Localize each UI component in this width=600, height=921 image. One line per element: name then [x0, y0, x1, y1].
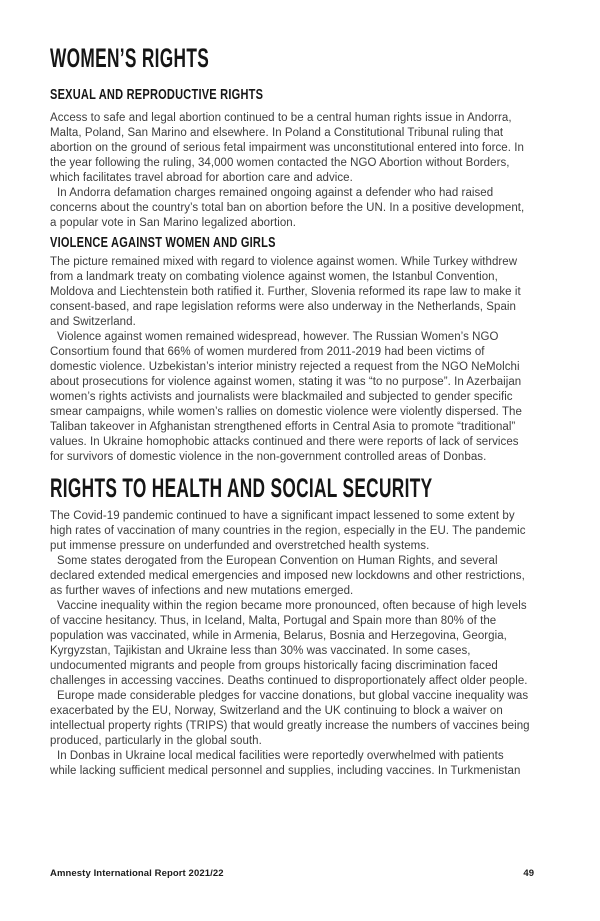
paragraph: Europe made considerable pledges for vaccine donations, but global vaccine inequality was exacerbated by the EU, Norway, Switzerland and the UK continuing to block a waiver on intellectual property rights (TRIPS) that would greatly increase the numbers of vaccines being produced, particularly in the global south. [50, 690, 530, 747]
paragraph: Vaccine inequality within the region became more pronounced, often because of high levels of vaccine hesitancy. Thus, in Iceland, Malta, Portugal and Spain more than 80% of the population was vaccinated, while in Armenia, Belarus, Bosnia and Herzegovina, Georgia, Kyrgyzstan, Tajikistan and Ukraine less than 30% was vaccinated. In some cases, undocumented migrants and people from groups historically facing discrimination faced challenges in accessing vaccines. Deaths continued to disproportionately affect older people. [50, 600, 528, 687]
section-heading-womens-rights: WOMEN’S RIGHTS [50, 43, 210, 73]
footer-page-number: 49 [523, 868, 534, 879]
footer-report-title: Amnesty International Report 2021/22 [50, 868, 224, 879]
paragraph: Some states derogated from the European Convention on Human Rights, and several declared extended medical emergencies and imposed new lockdowns and other restrictions, as further waves of infections and new mutations emerged. [50, 555, 525, 597]
paragraph: In Andorra defamation charges remained ongoing against a defender who had raised concerns about the country’s total ban on abortion before the UN. In a positive development, a popular vote in San Marino legalized abortion. [50, 187, 525, 229]
subsection-heading-violence-against-women: VIOLENCE AGAINST WOMEN AND GIRLS [50, 235, 276, 251]
paragraph: Violence against women remained widespread, however. The Russian Women’s NGO Consortium found that 66% of women murdered from 2011-2019 had been victims of domestic violence. Uzbekistan’s interior ministry rejected a request from the NGO NeMolchi about prosecutions for violence against women, stating it was “to no purpose”. In Azerbaijan women’s rights activists and journalists were blackmailed and subjected to gender specific smear campaigns, while women’s rallies on domestic violence were violently dispersed. The Taliban takeover in Afghanistan strengthened efforts in Central Asia to promote “traditional” values. In Ukraine homophobic attacks continued and there were reports of lack of services for survivors of domestic violence in the non-government controlled areas of Donbas. [50, 331, 522, 463]
page-footer [50, 868, 534, 879]
subsection-body-violence-against-women [50, 255, 532, 465]
section-heading-rights-to-health: RIGHTS TO HEALTH AND SOCIAL SECURITY [50, 473, 433, 503]
subsection-body-sexual-reproductive-rights [50, 111, 532, 231]
paragraph: The picture remained mixed with regard to violence against women. While Turkey withdrew from a landmark treaty on combating violence against women, the Istanbul Convention, Moldova and Liechtenstein both ratified it. Further, Slovenia reformed its rape law to make it consent-based, and rape legislation reforms were also underway in the Netherlands, Spain and Switzerland. [50, 256, 521, 328]
subsection-heading-sexual-reproductive-rights: SEXUAL AND REPRODUCTIVE RIGHTS [50, 87, 264, 103]
section-body-rights-to-health [50, 509, 532, 779]
page-content [50, 43, 532, 779]
paragraph: Access to safe and legal abortion continued to be a central human rights issue in Andorra, Malta, Poland, San Marino and elsewhere. In Poland a Constitutional Tribunal ruling that abortion on the ground of serious fetal impairment was unconstitutional entered into force. In the year following the ruling, 34,000 women contacted the NGO Abortion without Borders, which facilitates travel abroad for abortion care and advice. [50, 112, 524, 184]
paragraph: The Covid-19 pandemic continued to have a significant impact lessened to some extent by high rates of vaccination of many countries in the region, especially in the EU. The pandemic put immense pressure on underfunded and overstretched health systems. [50, 510, 526, 552]
paragraph: In Donbas in Ukraine local medical facilities were reportedly overwhelmed with patients while lacking sufficient medical personnel and supplies, including vaccines. In Turkmenistan [50, 750, 521, 777]
